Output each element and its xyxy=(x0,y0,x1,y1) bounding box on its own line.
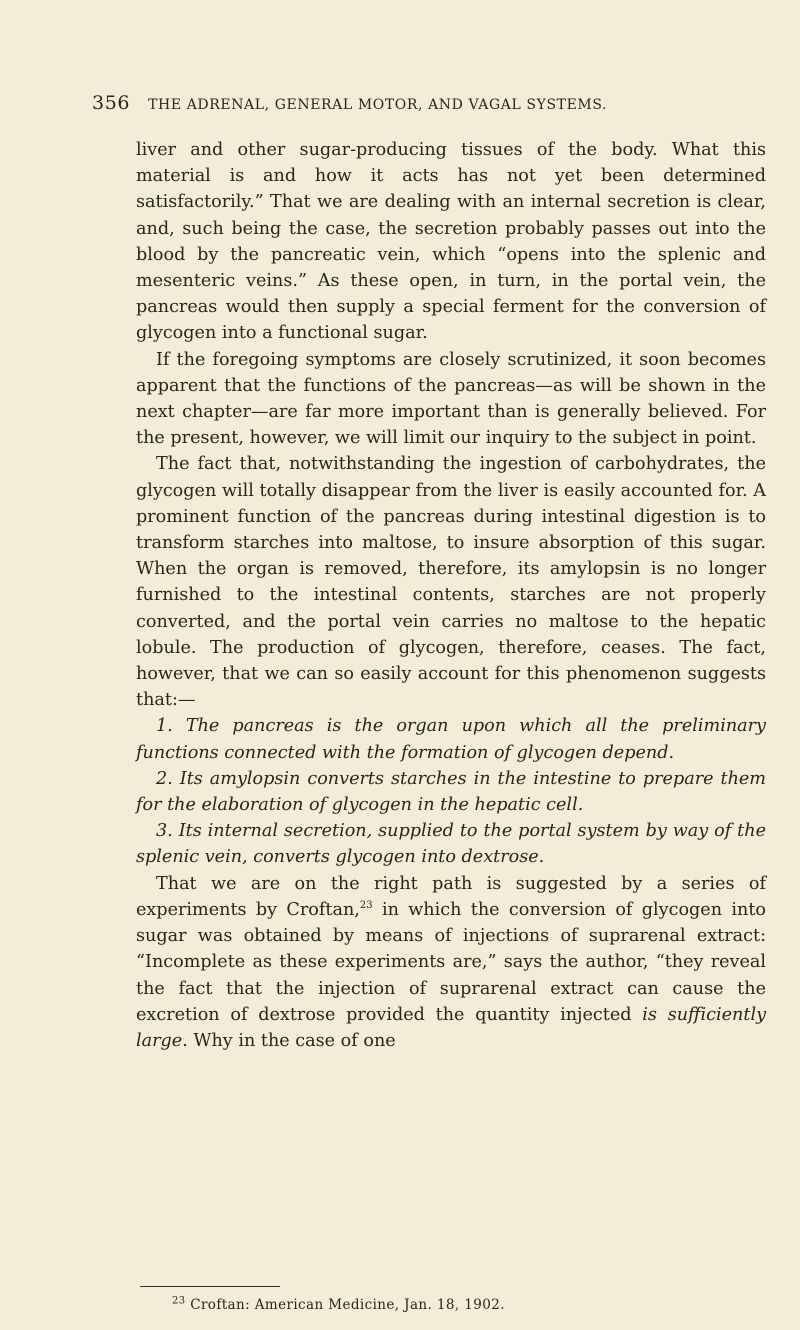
footnote-reference: 23 xyxy=(359,900,373,912)
paragraph-4-emphasis: is sufficiently large. xyxy=(136,1004,767,1051)
paragraph-4-part-c: Why in the case of one xyxy=(187,1030,396,1051)
footnote-marker: 23 xyxy=(172,1295,186,1307)
numbered-item-1 xyxy=(136,713,766,765)
footnote-divider xyxy=(140,1286,280,1287)
paragraph-1: liver and other sugar-producing tissues of the body. What this material is and how it acts has not yet been determined satisfactorily.” That we are dealing with an internal secretion is clear, and, such being the case, the secretion probably passes out into the blood by the pancreatic vein, which “opens into the splenic and mesenteric veins.” As these open, in turn, in the portal vein, the pancreas would then supply a special ferment for the conversion of glycogen into a functional sugar. xyxy=(136,140,766,344)
numbered-item-2-text: 2. Its amylopsin converts starches in the intestine to prepare them for the elaboration of glycogen in the hepatic cell. xyxy=(136,768,766,816)
paragraph-4-part-b: in which the conversion of glycogen into sugar was obtained by means of injections of suprarenal extract: “Incomplete as these experiments are,” says the author, “they reveal the fact that the injection of suprarenal extract can cause the excretion of dextrose provided the quantity injected xyxy=(136,899,766,1025)
numbered-item-1-text: 1. The pancreas is the organ upon which all the preliminary functions connected with the formation of glycogen depend. xyxy=(136,716,766,763)
numbered-item-3-text: 3. Its internal secretion, supplied to the portal system by way of the splenic vein, converts glycogen into dextrose. xyxy=(136,821,766,868)
running-title: THE ADRENAL, GENERAL MOTOR, AND VAGAL SYSTEMS. xyxy=(148,97,608,113)
running-header xyxy=(92,92,732,114)
footnote-text: Croftan: American Medicine, Jan. 18, 1902. xyxy=(185,1297,505,1313)
paragraph-4-part-a: That we are on the right path is suggested by a series of experiments by Croftan, xyxy=(136,873,766,920)
numbered-item-2 xyxy=(136,766,766,818)
paragraph-3: The fact that, notwithstanding the ingestion of carbohydrates, the glycogen will totally disappear from the liver is easily accounted for. A prominent function of the pancreas during intestinal digestion is to transform starches into maltose, to insure absorption of this sugar. When the organ is removed, therefore, its amylopsin is no longer furnished to the intestinal contents, starches are not properly converted, and the portal vein carries no maltose to the hepatic lobule. The production of glycogen, therefore, ceases. The fact, however, that we can so easily account for this phenomenon suggests that:— xyxy=(136,454,766,711)
paragraph-2: If the foregoing symptoms are closely scrutinized, it soon becomes apparent that the functions of the pancreas—as will be shown in the next chapter—are far more important than is generally believed. For the present, however, we will limit our inquiry to the subject in point. xyxy=(136,349,766,449)
page-number: 356 xyxy=(92,92,131,114)
numbered-item-3 xyxy=(136,818,766,870)
paragraph-4 xyxy=(136,871,766,1054)
body-text xyxy=(136,137,766,1054)
footnote xyxy=(172,1297,505,1313)
